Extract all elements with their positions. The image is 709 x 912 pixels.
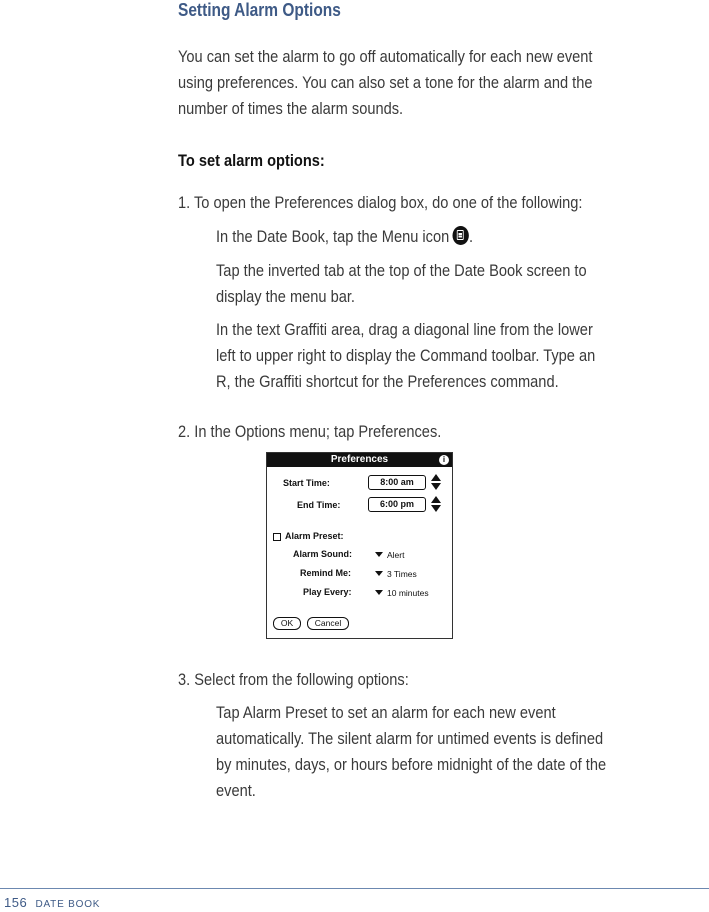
step-1-option-1-end: . — [469, 227, 474, 246]
ok-button[interactable]: OK — [273, 617, 301, 630]
step-3-option-1-line-1: Tap Alarm Preset to set an alarm for each new event — [216, 703, 556, 722]
start-time-label: Start Time: — [283, 478, 330, 488]
subheading: To set alarm options: — [178, 151, 325, 170]
chevron-down-icon — [375, 552, 383, 557]
step-1-option-3-line-2: left to upper right to display the Command toolbar. Type an — [216, 346, 596, 365]
start-time-field[interactable]: 8:00 am — [368, 475, 426, 490]
step-1-option-1-text: In the Date Book, tap the Menu icon — [216, 227, 450, 246]
end-time-label: End Time: — [297, 500, 341, 510]
end-time-arrows-icon[interactable] — [431, 496, 441, 512]
page-footer — [4, 895, 100, 910]
play-every-label: Play Every: — [303, 587, 352, 597]
remind-me-label: Remind Me: — [300, 568, 352, 578]
footer-rule — [0, 888, 709, 889]
info-icon[interactable]: i — [439, 455, 449, 465]
step-3-option-1-line-2: automatically. The silent alarm for untimed events is defined — [216, 729, 604, 748]
section-title: Setting Alarm Options — [178, 0, 341, 20]
step-1-option-3-line-3: R, the Graffiti shortcut for the Preferences command. — [216, 372, 559, 391]
remind-me-value: 3 Times — [387, 569, 417, 579]
step-1-option-3-line-1: In the text Graffiti area, drag a diagonal line from the lower — [216, 320, 593, 339]
step-2-text: 2. In the Options menu; tap Preferences. — [178, 422, 442, 441]
menu-icon — [453, 226, 469, 245]
play-every-picker[interactable] — [375, 588, 429, 598]
step-3-text: 3. Select from the following options: — [178, 670, 409, 689]
alarm-preset-label: Alarm Preset: — [285, 531, 344, 541]
intro-line-3: number of times the alarm sounds. — [178, 99, 404, 118]
start-time-arrows-icon[interactable] — [431, 474, 441, 490]
page-number: 156 — [4, 895, 28, 910]
cancel-button[interactable]: Cancel — [307, 617, 349, 630]
alarm-preset-checkbox[interactable] — [273, 533, 281, 541]
alarm-sound-value: Alert — [387, 550, 405, 560]
intro-line-2: using preferences. You can also set a tone for the alarm and the — [178, 73, 593, 92]
preferences-dialog — [266, 452, 453, 639]
chevron-down-icon — [375, 571, 383, 576]
dialog-title: Preferences — [267, 453, 452, 467]
remind-me-picker[interactable] — [375, 569, 417, 579]
step-1-option-1 — [216, 226, 473, 248]
step-1-option-2-line-2: display the menu bar. — [216, 287, 355, 306]
step-3-option-1-line-4: event. — [216, 781, 256, 800]
chapter-name: DATE BOOK — [35, 899, 101, 910]
intro-line-1: You can set the alarm to go off automatically for each new event — [178, 47, 593, 66]
play-every-value: 10 minutes — [387, 588, 429, 598]
end-time-field[interactable]: 6:00 pm — [368, 497, 426, 512]
chevron-down-icon — [375, 590, 383, 595]
step-1-text: 1. To open the Preferences dialog box, do one of the following: — [178, 193, 583, 212]
alarm-sound-label: Alarm Sound: — [293, 549, 353, 559]
alarm-sound-picker[interactable] — [375, 550, 404, 560]
step-1-option-2-line-1: Tap the inverted tab at the top of the Date Book screen to — [216, 261, 587, 280]
step-3-option-1-line-3: by minutes, days, or hours before midnight of the date of the — [216, 755, 607, 774]
